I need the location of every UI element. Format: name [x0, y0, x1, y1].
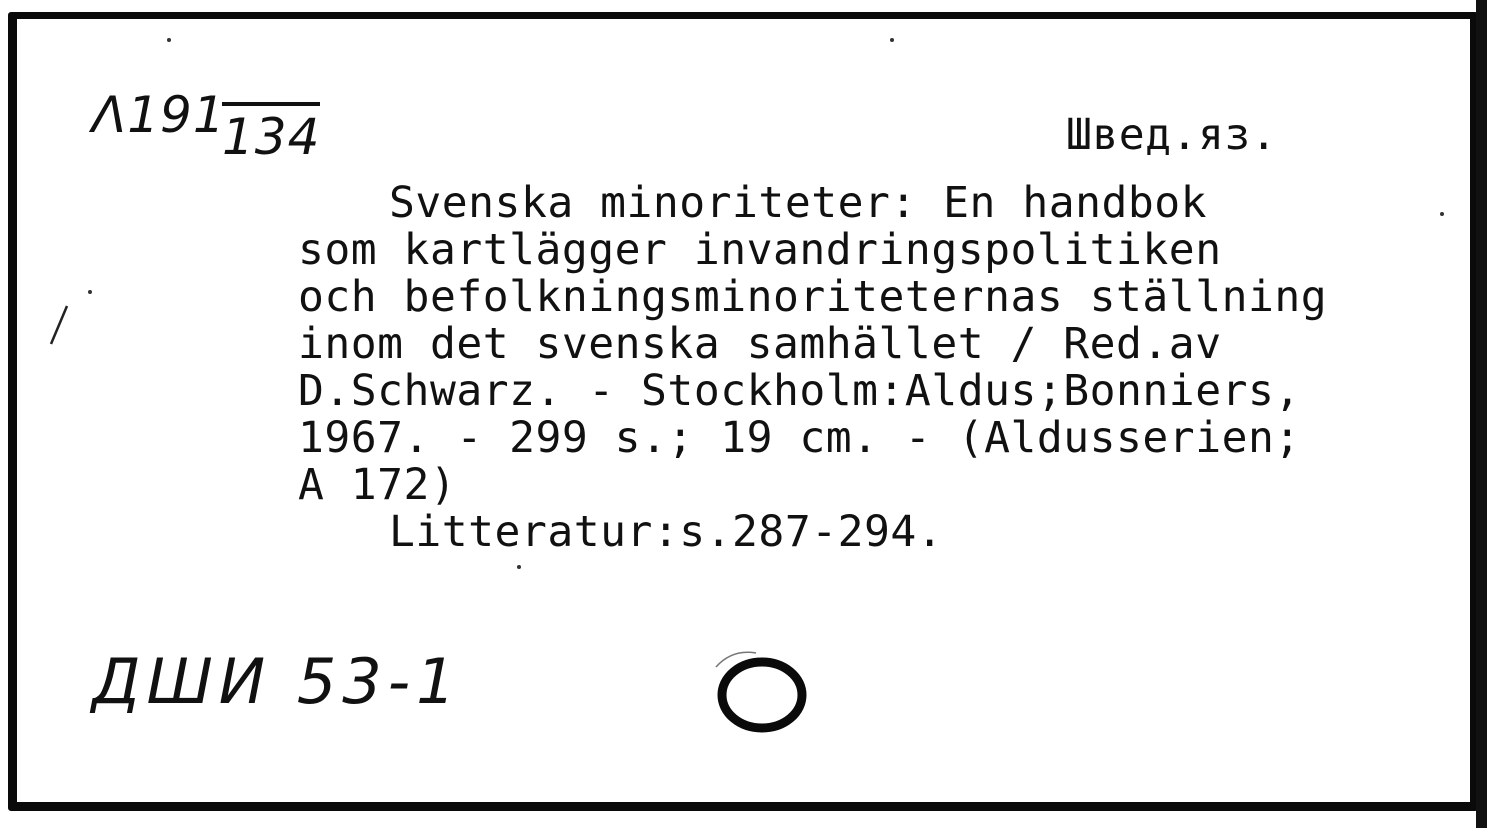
entry-line-imprint: D.Schwarz. - Stockholm:Aldus;Bonniers,: [298, 366, 1301, 416]
scan-speck: [88, 290, 92, 294]
entry-line-collation: 1967. - 299 s.; 19 cm. - (Aldusserien;: [298, 413, 1301, 463]
scan-speck: [1440, 212, 1444, 216]
entry-line-title: Svenska minoriteter: En handbok: [389, 178, 1208, 228]
scan-speck: [890, 38, 894, 42]
entry-line-note: Litteratur:s.287-294.: [389, 507, 944, 557]
pencil-tick-icon: [48, 302, 70, 348]
entry-line-series: A 172): [298, 460, 457, 510]
call-number-right: 134: [222, 102, 320, 166]
entry-line: som kartlägger invandringspolitiken: [298, 225, 1222, 275]
inventory-number: ДШИ 53-1: [92, 645, 462, 718]
punch-hole-icon: [712, 651, 810, 735]
scan-speck: [517, 565, 521, 569]
entry-line: inom det svenska samhället / Red.av: [298, 319, 1222, 369]
bibliographic-entry: [298, 180, 1327, 556]
entry-line: och befolkningsminoriteternas ställning: [298, 272, 1328, 322]
scan-speck: [167, 38, 171, 42]
call-number-left: Λ191: [92, 86, 226, 144]
language-tag: Швед.яз.: [1066, 110, 1278, 160]
scan-edge: [1476, 0, 1487, 828]
